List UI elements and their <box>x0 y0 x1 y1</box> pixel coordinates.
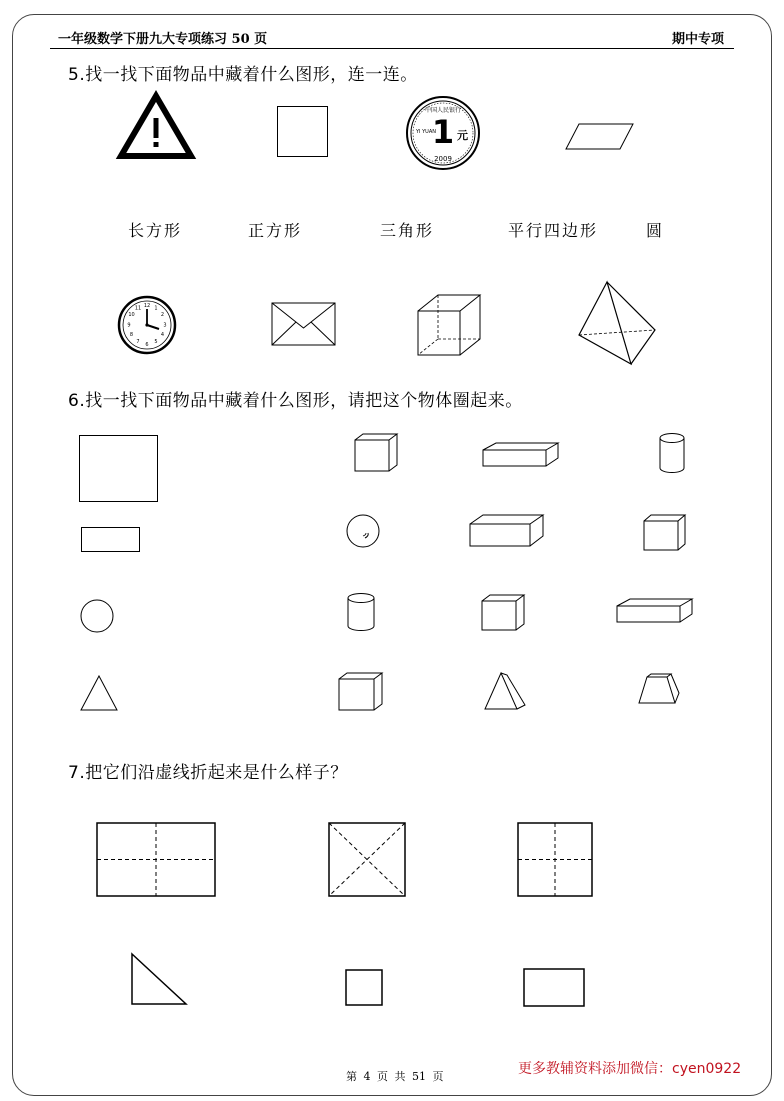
fold-paper-cross-square <box>517 822 595 898</box>
square-shape <box>277 106 329 158</box>
label-circle[interactable]: 圆 <box>646 221 665 240</box>
parallelogram-item[interactable] <box>565 123 635 151</box>
header-section: 期中专项 <box>671 32 724 47</box>
frustum-object[interactable] <box>637 673 681 707</box>
question-6-title: 6.找一找下面物品中藏着什么图形，请把这个物体圈起来。 <box>68 391 523 411</box>
label-triangle[interactable]: 三角形 <box>380 221 435 240</box>
answer-small-square[interactable] <box>345 969 385 1007</box>
coin-value: 1 <box>431 113 455 151</box>
svg-text:11: 11 <box>134 305 142 312</box>
cube-object[interactable] <box>354 433 400 473</box>
svg-text:6: 6 <box>145 342 149 348</box>
clock-item[interactable] <box>117 295 177 355</box>
page-footer: 第 4 页 共 51 页 <box>346 1070 444 1083</box>
clock-icon <box>117 295 177 355</box>
box-object[interactable] <box>469 514 545 548</box>
coin-pinyin: YI YUAN <box>416 129 436 135</box>
one-yuan-coin-icon <box>405 95 481 171</box>
circle-shape <box>80 599 114 633</box>
label-square[interactable]: 正方形 <box>248 221 303 240</box>
label-parallelogram[interactable]: 平行四边形 <box>508 221 599 240</box>
coin-year: 2009 <box>434 155 452 163</box>
svg-text:2: 2 <box>160 312 165 318</box>
triangle-shape <box>80 674 120 712</box>
triangular-prism-object[interactable] <box>483 671 529 713</box>
transparent-cube-shape <box>416 293 482 357</box>
svg-text:7: 7 <box>136 339 140 345</box>
triangular-pyramid-shape <box>577 280 659 366</box>
fold-paper-diagonals-square <box>328 822 408 898</box>
svg-text:4: 4 <box>160 332 165 338</box>
flat-box-object-2[interactable] <box>616 598 694 624</box>
answer-right-triangle[interactable] <box>130 952 188 1006</box>
header-title: 一年级数学下册九大专项练习 50 页 <box>58 32 268 47</box>
svg-text:8: 8 <box>129 332 134 338</box>
cylinder-object-2[interactable] <box>346 592 376 632</box>
coin-item[interactable] <box>405 95 481 171</box>
question-5-title: 5.找一找下面物品中藏着什么图形，连一连。 <box>68 65 418 85</box>
svg-text:9: 9 <box>127 322 131 329</box>
envelope-icon <box>271 302 337 346</box>
tetrahedron-item[interactable] <box>577 280 659 366</box>
svg-text:10: 10 <box>128 312 135 318</box>
svg-text:5: 5 <box>154 339 158 345</box>
cylinder-object[interactable] <box>658 432 686 474</box>
flat-box-object[interactable] <box>482 442 560 468</box>
svg-text:12: 12 <box>143 303 151 309</box>
page-border <box>12 14 772 1096</box>
header-divider <box>50 48 734 49</box>
cube-object-2[interactable] <box>643 514 687 552</box>
fold-paper-cross-rect <box>96 822 218 898</box>
ball-object[interactable] <box>345 513 381 549</box>
warning-sign-icon <box>118 93 194 159</box>
cube-object-3[interactable] <box>481 594 527 632</box>
big-square-shape <box>79 435 159 503</box>
warning-sign-item[interactable] <box>118 93 194 159</box>
label-rectangle[interactable]: 长方形 <box>128 221 183 240</box>
coin-unit: 元 <box>457 129 468 142</box>
coin-issuer: 中国人民银行 <box>424 107 462 114</box>
svg-text:3: 3 <box>163 322 167 329</box>
watermark-text: 更多教辅资料添加微信：cyen0922 <box>518 1061 742 1077</box>
square-item[interactable] <box>277 106 329 158</box>
question-7-title: 7.把它们沿虚线折起来是什么样子？ <box>68 763 348 783</box>
rectangle-shape <box>81 527 141 553</box>
answer-small-rectangle[interactable] <box>523 968 587 1008</box>
cube-item[interactable] <box>416 293 482 357</box>
parallelogram-shape <box>565 123 635 151</box>
envelope-item[interactable] <box>271 302 337 346</box>
cube-object-4[interactable] <box>338 672 384 712</box>
svg-text:1: 1 <box>154 305 158 312</box>
